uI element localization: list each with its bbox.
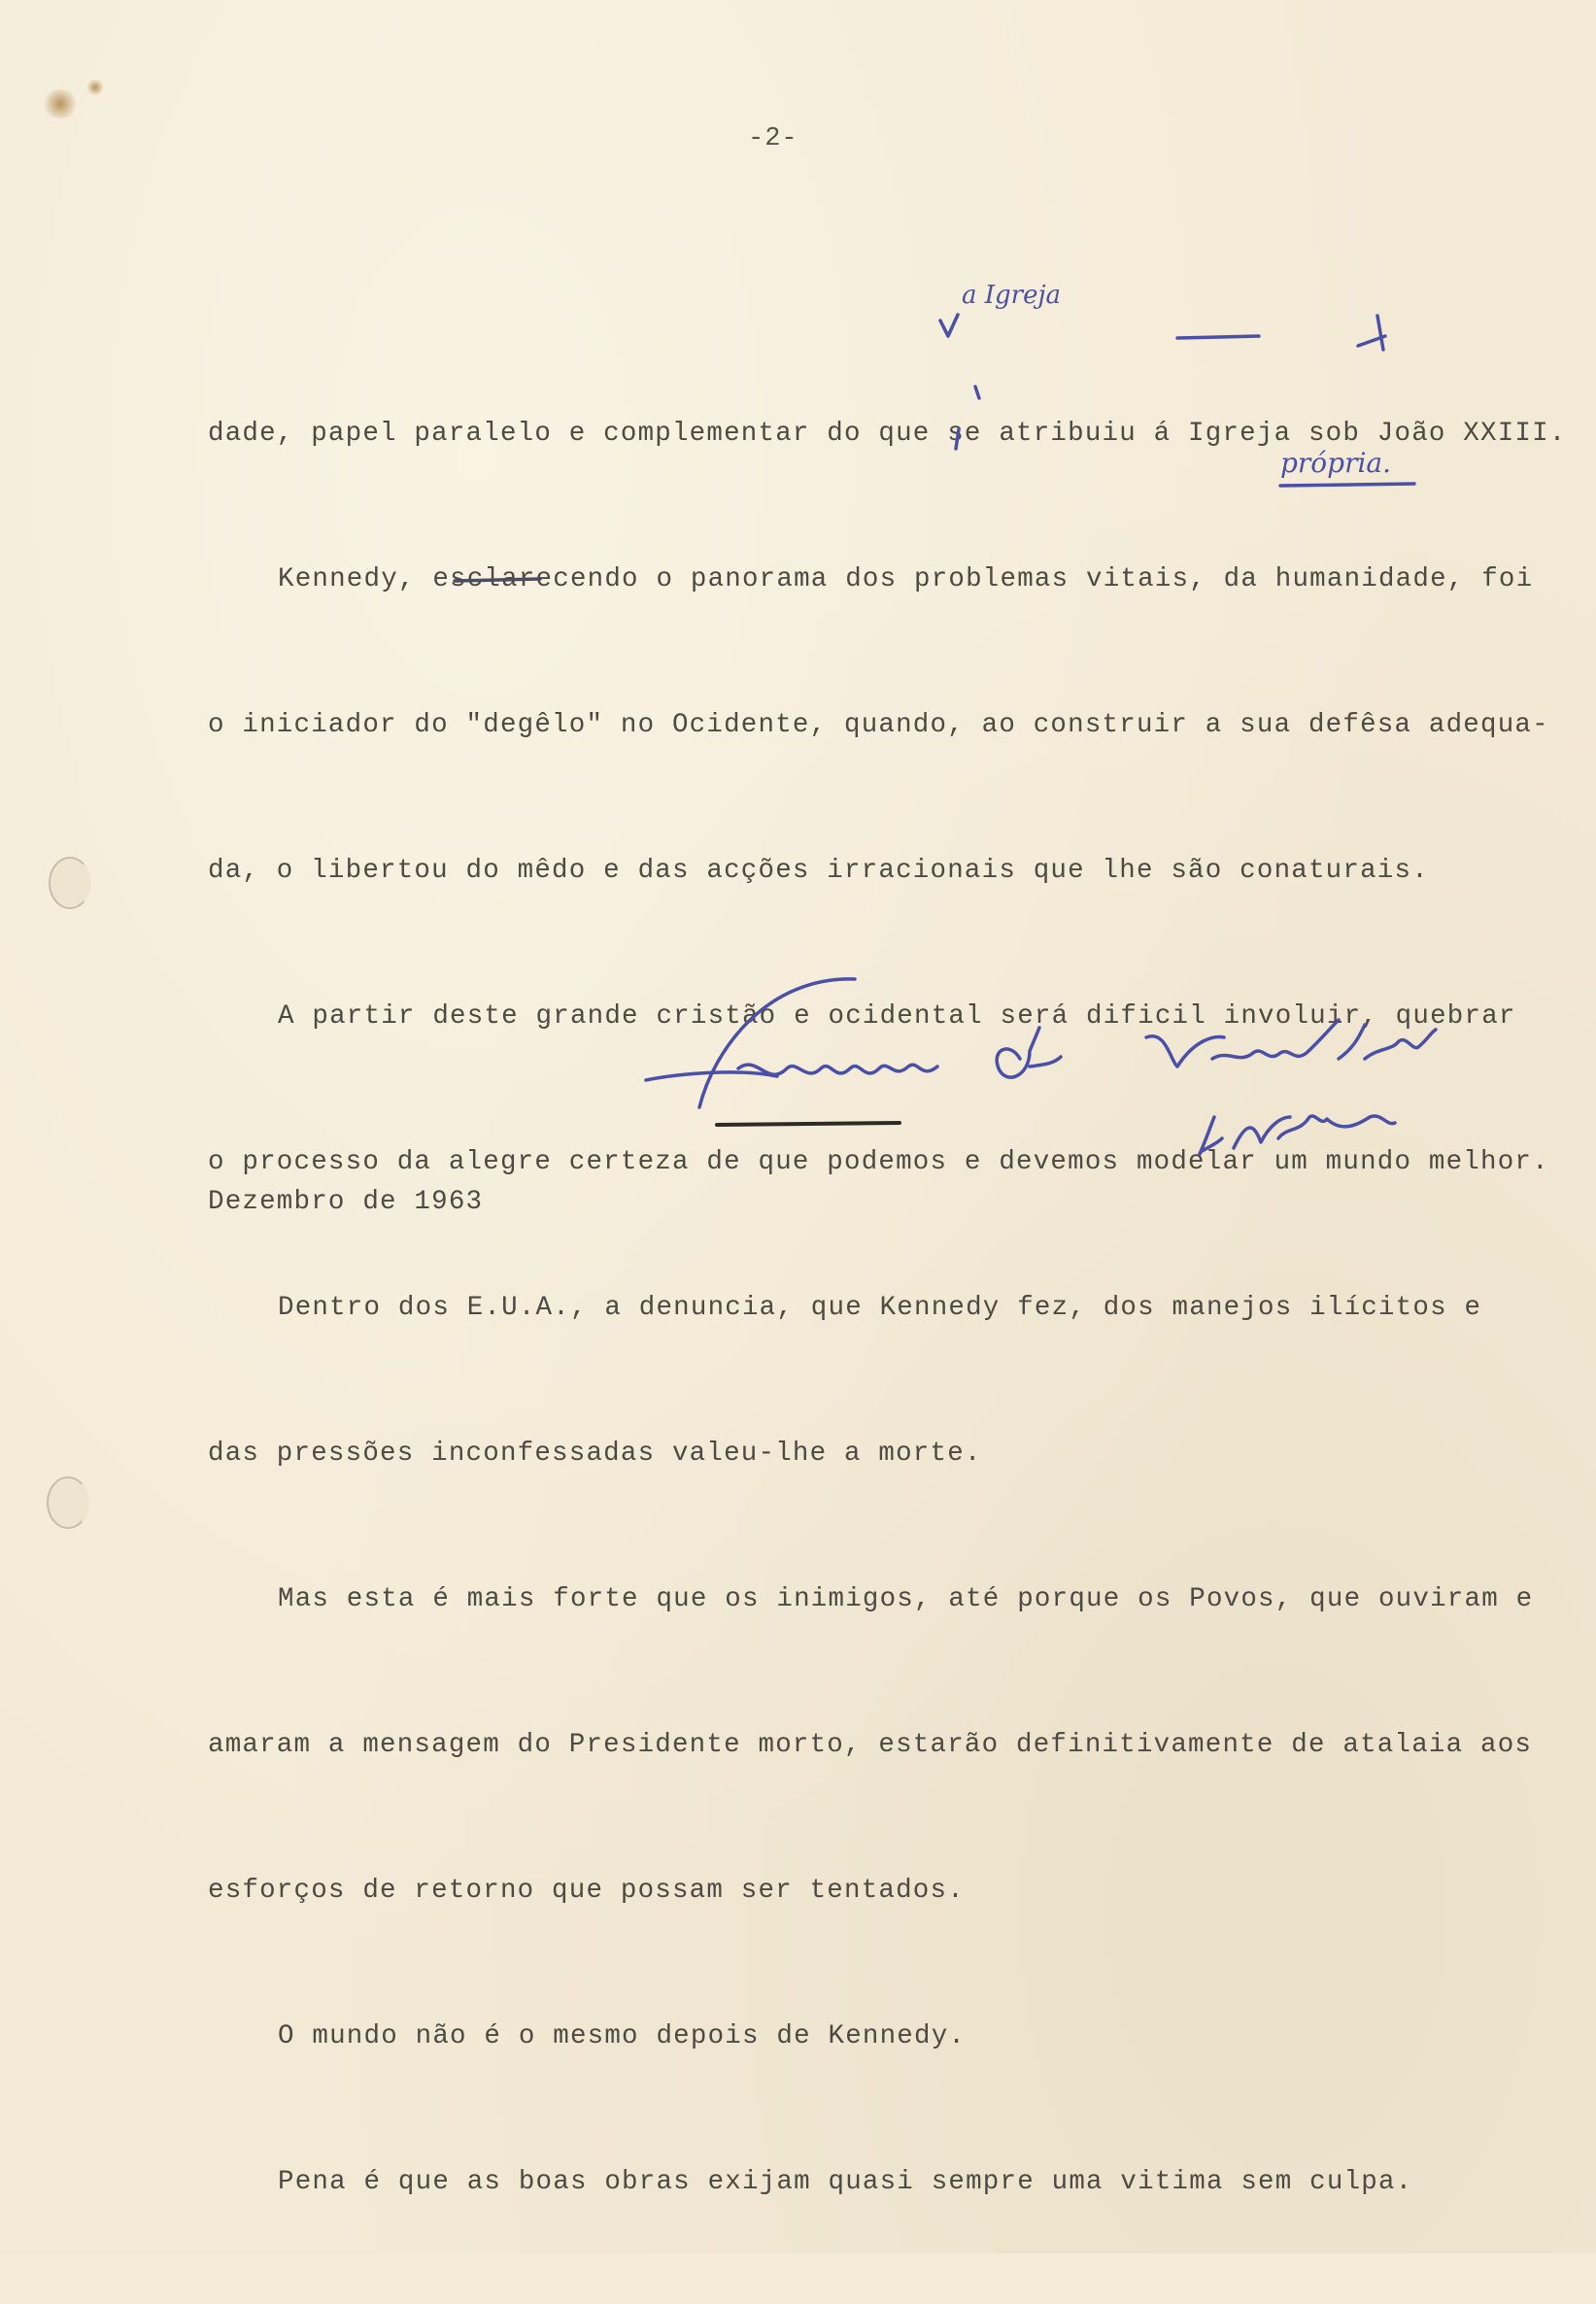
text-line: Kennedy, esclarecendo o panorama dos problemas vitais, da humanidade, foi (278, 564, 1534, 594)
text-line: esforços de retorno que possam ser tentados. (208, 1876, 965, 1906)
text-line: o iniciador do "degêlo" no Ocidente, quando, ao construir a sua defêsa adequa- (208, 710, 1549, 740)
text-line: A partir deste grande cristão e ocidental será dificil involuir, quebrar (278, 1001, 1516, 1032)
rust-stain (41, 89, 80, 119)
rust-stain-small (85, 80, 105, 95)
text-line: amaram a mensagem do Presidente morto, estarão definitivamente de atalaia aos (208, 1730, 1533, 1760)
handwritten-insert-propria: própria. (1280, 447, 1392, 479)
text-line: dade, papel paralelo e complementar do que se atribuiu á Igreja sob João XXIII. (208, 419, 1567, 449)
letter-body (208, 313, 1568, 2304)
text-line: Dentro dos E.U.A., a denuncia, que Kennedy fez, dos manejos ilícitos e (278, 1293, 1482, 1323)
punch-hole-bottom (47, 1476, 89, 1529)
punch-hole-top (49, 857, 91, 909)
text-line: Pena é que as boas obras exijam quasi sempre uma vitima sem culpa. (278, 2167, 1413, 2197)
text-line: das pressões inconfessadas valeu-lhe a morte. (208, 1439, 982, 1469)
text-line: O mundo não é o mesmo depois de Kennedy. (278, 2021, 967, 2051)
handwritten-insert-igreja: a Igreja (962, 281, 1062, 310)
text-line: o processo da alegre certeza de que podemos e devemos modelar um mundo melhor. (208, 1147, 1549, 1177)
page-number: -2- (748, 124, 798, 153)
text-line: Mas esta é mais forte que os inimigos, até porque os Povos, que ouviram e (278, 1584, 1534, 1614)
text-line: da, o libertou do mêdo e das acções irracionais que lhe são conaturais. (208, 856, 1429, 886)
date-line: Dezembro de 1963 (208, 1187, 484, 1217)
